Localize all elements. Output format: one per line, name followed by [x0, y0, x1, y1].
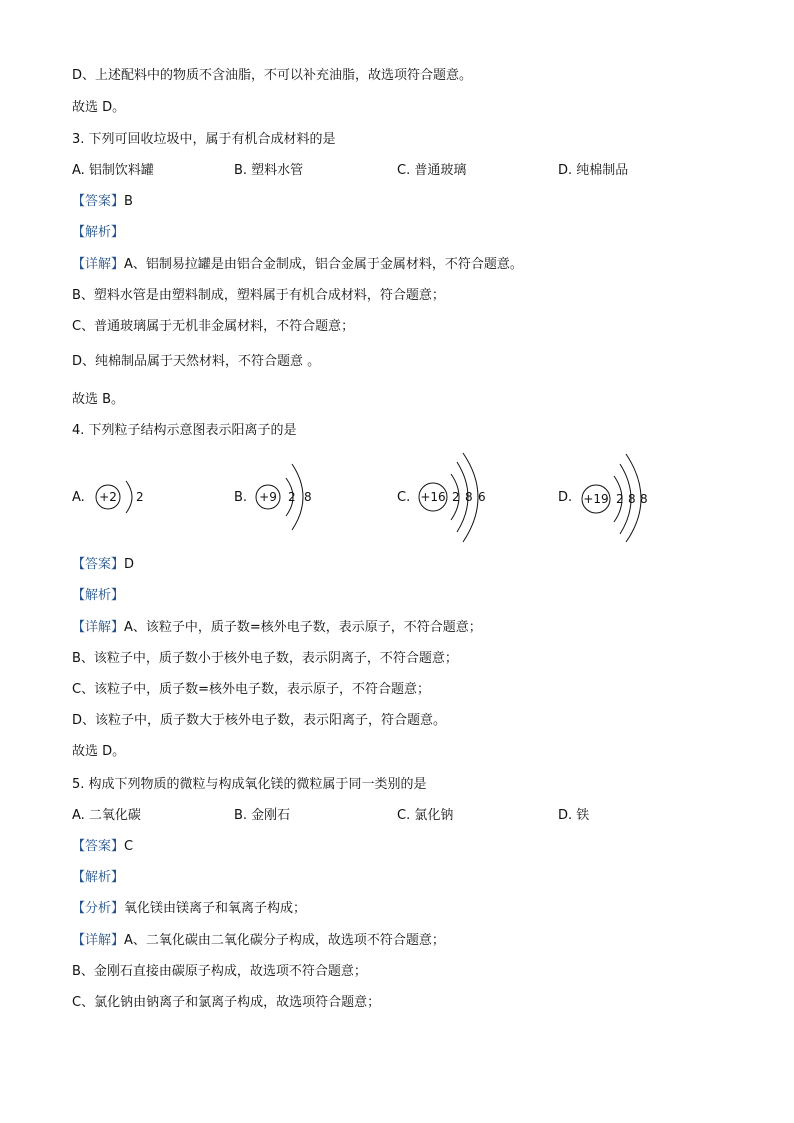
q3-detail-c: C、普通玻璃属于无机非金属材料，不符合题意； [72, 319, 355, 334]
q5-fenxi [72, 900, 306, 918]
q3-final: 故选 B。 [72, 392, 125, 407]
shell-electrons: 8 [640, 492, 648, 506]
electron-shell-arc [126, 481, 132, 513]
question-3-stem: 3. 下列可回收垃圾中，属于有机合成材料的是 [72, 132, 336, 147]
q5-detail-c: C、氯化钠由钠离子和氯离子构成，故选项符合题意； [72, 995, 381, 1010]
answer-tag: 【答案】 [72, 194, 125, 209]
q5-option-d: D. 铁 [558, 808, 590, 823]
shell-electrons: 2 [136, 490, 144, 504]
nucleus-charge: +16 [420, 490, 446, 504]
detail-tag: 【详解】 [72, 620, 125, 635]
nucleus-charge: +19 [583, 492, 609, 506]
nucleus-charge: +9 [259, 490, 277, 504]
shell-electrons: 8 [465, 490, 473, 504]
q5-detail-b: B、金刚石直接由碳原子构成，故选项不符合题意； [72, 964, 367, 979]
q4-final: 故选 D。 [72, 744, 126, 759]
fenxi-tag: 【分析】 [72, 901, 125, 916]
diagram-b-label: B. [234, 490, 248, 505]
q4-detail [72, 619, 482, 637]
detail-text: A、二氧化碳由二氧化碳分子构成，故选项不符合题意； [124, 933, 445, 948]
detail-tag: 【详解】 [72, 257, 125, 272]
answer-tag: 【答案】 [72, 557, 125, 572]
detail-text: A、铝制易拉罐是由铝合金制成，铝合金属于金属材料，不符合题意。 [124, 257, 523, 272]
text-line: D、上述配料中的物质不含油脂，不可以补充油脂，故选项符合题意。 [72, 68, 473, 83]
q5-option-a: A. 二氧化碳 [72, 808, 141, 823]
q4-detail-b: B、该粒子中，质子数小于核外电子数，表示阴离子，不符合题意； [72, 651, 458, 666]
nucleus-charge: +2 [99, 490, 117, 504]
diagram-d-atom [578, 452, 662, 544]
question-4-stem: 4. 下列粒子结构示意图表示阳离子的是 [72, 423, 297, 438]
text-line: 故选 D。 [72, 100, 126, 115]
diagram-b-atom [254, 458, 318, 532]
q3-answer [72, 193, 133, 211]
shell-electrons: 2 [616, 492, 624, 506]
q3-option-b: B. 塑料水管 [234, 163, 304, 178]
shell-electrons: 2 [288, 490, 296, 504]
diagram-a-atom [92, 470, 152, 526]
detail-tag: 【详解】 [72, 933, 125, 948]
shell-electrons: 8 [304, 490, 312, 504]
fenxi-text: 氧化镁由镁离子和氧离子构成； [124, 901, 307, 916]
q5-answer [72, 838, 133, 856]
shell-electrons: 8 [628, 492, 636, 506]
shell-electrons: 6 [478, 490, 486, 504]
q5-detail [72, 932, 445, 950]
q3-detail-b: B、塑料水管是由塑料制成，塑料属于有机合成材料，符合题意； [72, 288, 445, 303]
answer-value: D [124, 557, 135, 572]
q3-detail-d: D、纯棉制品属于天然材料，不符合题意 。 [72, 354, 321, 369]
q3-detail [72, 256, 523, 274]
q5-option-b: B. 金刚石 [234, 808, 291, 823]
q4-answer [72, 556, 134, 574]
detail-text: A、该粒子中，质子数=核外电子数，表示原子，不符合题意； [124, 620, 482, 635]
diagram-c-atom [417, 452, 497, 544]
question-5-stem: 5. 构成下列物质的微粒与构成氧化镁的微粒属于同一类别的是 [72, 777, 427, 792]
diagram-c-label: C. [397, 490, 411, 505]
q4-detail-c: C、该粒子中，质子数=核外电子数，表示原子，不符合题意； [72, 682, 430, 697]
q3-option-d: D. 纯棉制品 [558, 163, 629, 178]
diagram-d-label: D. [558, 490, 573, 505]
answer-tag: 【答案】 [72, 839, 125, 854]
q5-analysis-tag: 【解析】 [72, 870, 125, 885]
q3-option-a: A. 铝制饮料罐 [72, 163, 154, 178]
answer-value: C [124, 839, 134, 854]
shell-electrons: 2 [452, 490, 460, 504]
q4-detail-d: D、该粒子中，质子数大于核外电子数，表示阳离子，符合题意。 [72, 713, 447, 728]
q4-analysis-tag: 【解析】 [72, 588, 125, 603]
diagram-a-label: A. [72, 490, 85, 505]
q5-option-c: C. 氯化钠 [397, 808, 454, 823]
answer-value: B [124, 194, 133, 209]
q3-option-c: C. 普通玻璃 [397, 163, 467, 178]
q3-analysis-tag: 【解析】 [72, 225, 125, 240]
